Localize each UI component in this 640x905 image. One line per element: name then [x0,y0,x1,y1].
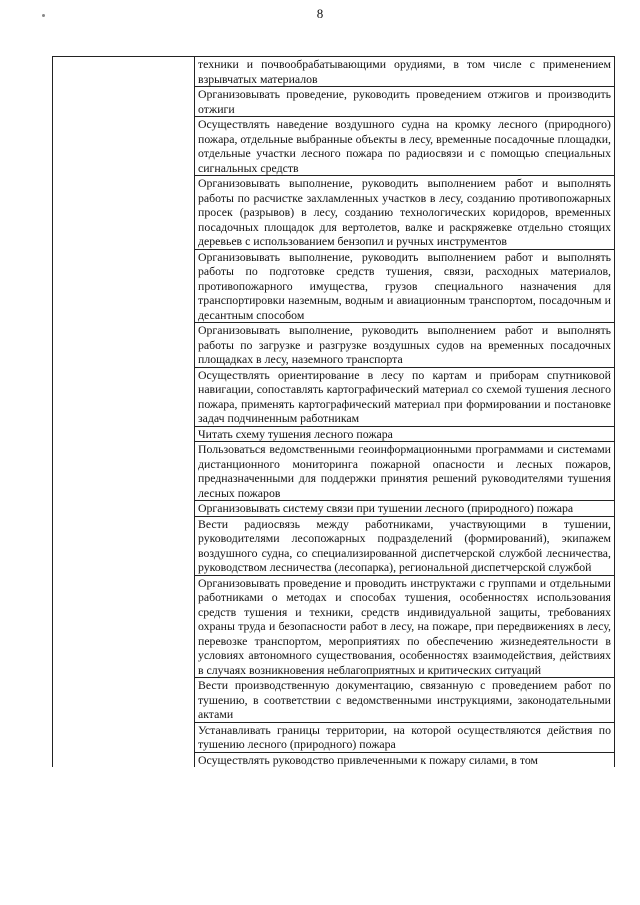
table-cell: Осуществлять наведение воздушного судна на кромку лесного (природного) пожара, отдельные выбранные объекты в лесу, временные посадочные площадки, отдельные участки лесного пожара по радиосвязи и с помощью специальных сигнальных средств [195,117,615,176]
table-cell: Организовывать проведение, руководить проведением отжигов и производить отжиги [195,87,615,117]
table-cell: Вести радиосвязь между работниками, участвующими в тушении, руководителями лесопожарных подразделений (формирований), экипажем воздушного судна, со специализированной диспетчерской службой лесничества, руководством лесничества (лесопарка), региональной диспетчерской службой [195,516,615,575]
table-cell: техники и почвообрабатывающими орудиями, в том числе с применением взрывчатых материалов [195,57,615,87]
left-empty-column [53,57,195,768]
table-cell: Организовывать выполнение, руководить выполнением работ и выполнять работы по расчистке захламленных участков в лесу, созданию противопожарных просек (разрывов) в лесу, созданию технологических коридоров, временных посадочных площадок для вертолетов, валке и раскряжевке отдельно стоящих деревьев с использованием бензопил и ручных инструментов [195,176,615,250]
table-cell: Организовывать систему связи при тушении лесного (природного) пожара [195,501,615,517]
table-cell: Осуществлять ориентирование в лесу по картам и приборам спутниковой навигации, сопоставлять картографический материал со схемой тушения лесного пожара, применять картографический материал при формировании и постановке задач подчиненным работникам [195,367,615,426]
table-cell: Устанавливать границы территории, на которой осуществляются действия по тушению лесного (природного) пожара [195,722,615,752]
table-cell: Организовывать выполнение, руководить выполнением работ и выполнять работы по подготовке средств тушения, связи, расходных материалов, противопожарного имущества, грузов специального назначения для транспортировки наземным, водным и авиационным транспортом, посадочным и десантным способом [195,249,615,323]
table-cell: Организовывать проведение и проводить инструктажи с группами и отдельными работниками о методах и способах тушения, особенностях использования средств тушения и техники, средств индивидуальной защиты, требованиях охраны труда и безопасности работ в лесу, на пожаре, при передвижениях в лесу, перевозке транспортом, мероприятиях по обеспечению жизнедеятельности в условиях автономного существования, особенностях взаимодействия, действиях в случаях возникновения неблагоприятных и критических ситуаций [195,575,615,678]
table-row [53,57,615,87]
skills-table [52,56,615,767]
table-cell: Читать схему тушения лесного пожара [195,426,615,442]
table-cell: Организовывать выполнение, руководить выполнением работ и выполнять работы по загрузке и разгрузке воздушных судов на временных посадочных площадках в лесу, наземного транспорта [195,323,615,368]
table-cell: Вести производственную документацию, связанную с проведением работ по тушению, в соответствии с ведомственными инструкциями, законодательными актами [195,678,615,723]
table-cell: Пользоваться ведомственными геоинформационными программами и системами дистанционного мониторинга пожарной опасности и лесных пожаров, предназначенными для поддержки принятия решений руководителями тушения лесных пожаров [195,442,615,501]
page-number: 8 [316,6,324,21]
table-cell: Осуществлять руководство привлеченными к пожару силами, в том [195,752,615,767]
